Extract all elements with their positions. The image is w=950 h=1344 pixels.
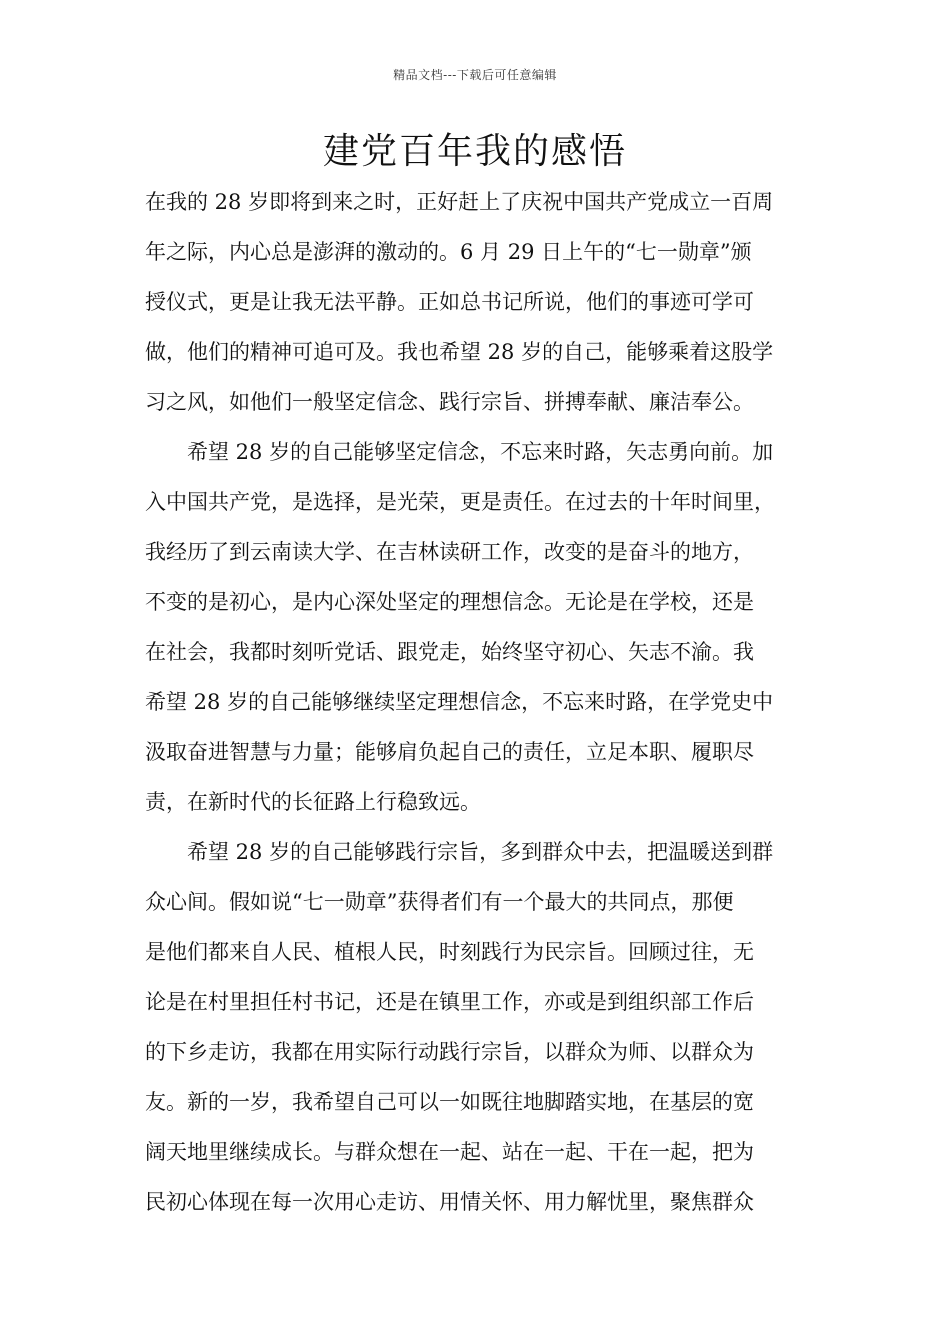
- body-line: 在社会，我都时刻听党话、跟党走，始终坚守初心、矢志不渝。我: [145, 640, 754, 664]
- paragraph-start-line: 希望 28 岁的自己能够践行宗旨，多到群众中去，把温暖送到群: [187, 840, 774, 864]
- paragraph-start-line: 希望 28 岁的自己能够坚定信念，不忘来时路，矢志勇向前。加: [187, 440, 774, 464]
- body-line: 年之际，内心总是澎湃的激动的。6 月 29 日上午的“七一勋章”颁: [145, 240, 752, 264]
- body-line: 众心间。假如说“七一勋章”获得者们有一个最大的共同点，那便: [145, 890, 734, 914]
- body-line: 入中国共产党，是选择，是光荣，更是责任。在过去的十年时间里，: [145, 490, 775, 514]
- body-line: 希望 28 岁的自己能够继续坚定理想信念，不忘来时路，在学党史中: [145, 690, 774, 714]
- body-line: 授仪式，更是让我无法平静。正如总书记所说，他们的事迹可学可: [145, 290, 754, 314]
- body-line: 友。新的一岁，我希望自己可以一如既往地脚踏实地，在基层的宽: [145, 1090, 754, 1114]
- body-line: 民初心体现在每一次用心走访、用情关怀、用力解忧里，聚焦群众: [145, 1190, 754, 1214]
- body-line: 责，在新时代的长征路上行稳致远。: [145, 790, 481, 814]
- body-line: 我经历了到云南读大学、在吉林读研工作，改变的是奋斗的地方，: [145, 540, 754, 564]
- body-line: 是他们都来自人民、植根人民，时刻践行为民宗旨。回顾过往，无: [145, 940, 754, 964]
- body-line: 习之风，如他们一般坚定信念、践行宗旨、拼搏奉献、廉洁奉公。: [145, 390, 754, 414]
- body-line: 在我的 28 岁即将到来之时，正好赶上了庆祝中国共产党成立一百周: [145, 190, 774, 214]
- body-line: 的下乡走访，我都在用实际行动践行宗旨，以群众为师、以群众为: [145, 1040, 754, 1064]
- body-line: 做，他们的精神可追可及。我也希望 28 岁的自己，能够乘着这股学: [145, 340, 774, 364]
- body-line: 汲取奋进智慧与力量；能够肩负起自己的责任，立足本职、履职尽: [145, 740, 754, 764]
- header-note: 精品文档---下载后可任意编辑: [393, 68, 557, 82]
- document-body: [145, 177, 815, 1227]
- document-title: 建党百年我的感悟: [322, 131, 627, 172]
- body-line: 论是在村里担任村书记，还是在镇里工作，亦或是到组织部工作后: [145, 990, 754, 1014]
- body-line: 不变的是初心，是内心深处坚定的理想信念。无论是在学校，还是: [145, 590, 754, 614]
- body-line: 阔天地里继续成长。与群众想在一起、站在一起、干在一起，把为: [145, 1140, 754, 1164]
